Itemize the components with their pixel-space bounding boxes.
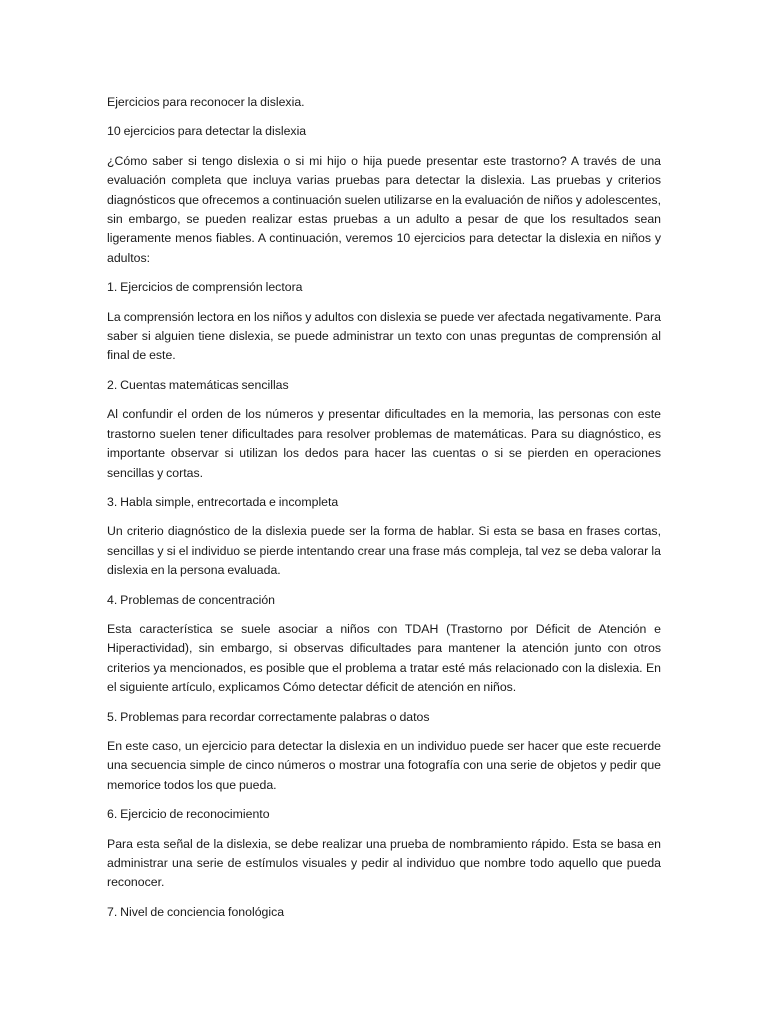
section-body-5: En este caso, un ejercicio para detectar la dislexia en un individuo puede ser hacer que este recuerde una secuencia simple de cinco números o mostrar una fotografía con una serie de objetos y pedir que memorice todos los que pueda.	[107, 738, 661, 792]
document-title: Ejercicios para reconocer la dislexia.	[107, 95, 305, 109]
section-heading-3: 3. Habla simple, entrecortada e incompleta	[107, 494, 339, 509]
section-heading-5: 5. Problemas para recordar correctamente palabras o datos	[107, 709, 430, 724]
section-body-6: Para esta señal de la dislexia, se debe realizar una prueba de nombramiento rápido. Esta se basa en administrar una serie de estímulos visuales y pedir al individuo que nombre todo aquello que pueda reconocer.	[107, 836, 661, 890]
section-heading-2: 2. Cuentas matemáticas sencillas	[107, 377, 289, 392]
section-heading-6: 6. Ejercicio de reconocimiento	[107, 807, 270, 822]
intro-paragraph: ¿Cómo saber si tengo dislexia o si mi hijo o hija puede presentar este trastorno? A través de una evaluación completa que incluya varias pruebas para detectar la dislexia. Las pruebas y criterios diagnósticos que ofrecemos a continuación suelen utilizarse en la evaluación de niños y adolescentes, sin embargo, se pueden realizar estas pruebas a un adulto a pesar de que los resultados sean ligeramente menos fiables. A continuación, veremos 10 ejercicios para detectar la dislexia en niños y adultos:	[107, 153, 661, 265]
section-body-1: La comprensión lectora en los niños y adultos con dislexia se puede ver afectada negativamente. Para saber si alguien tiene dislexia, se puede administrar un texto con unas preguntas de comprensión al final de este.	[107, 309, 661, 363]
section-heading-7: 7. Nivel de conciencia fonológica	[107, 904, 285, 919]
section-heading-1: 1. Ejercicios de comprensión lectora	[107, 280, 303, 295]
document-page	[107, 93, 661, 932]
document-subtitle: 10 ejercicios para detectar la dislexia	[107, 124, 307, 139]
section-body-2: Al confundir el orden de los números y presentar dificultades en la memoria, las personas con este trastorno suelen tener dificultades para resolver problemas de matemáticas. Para su diagnóstico, es importante observar si utilizan los dedos para hacer las cuentas o si se pierden en operaciones sencillas y cortas.	[107, 407, 661, 480]
section-body-3: Un criterio diagnóstico de la dislexia puede ser la forma de hablar. Si esta se basa en frases cortas, sencillas y si el individuo se pierde intentando crear una frase más compleja, tal vez se deba valorar la dislexia en la persona evaluada.	[107, 524, 661, 578]
section-heading-4: 4. Problemas de concentración	[107, 592, 276, 607]
section-body-4: Esta característica se suele asociar a niños con TDAH (Trastorno por Déficit de Atención e Hiperactividad), sin embargo, si observas dificultades para mantener la atención junto con otros criterios ya mencionados, es posible que el problema a tratar esté más relacionado con la dislexia. En el siguiente artículo, explicamos Cómo detectar déficit de atención en niños.	[107, 621, 661, 695]
